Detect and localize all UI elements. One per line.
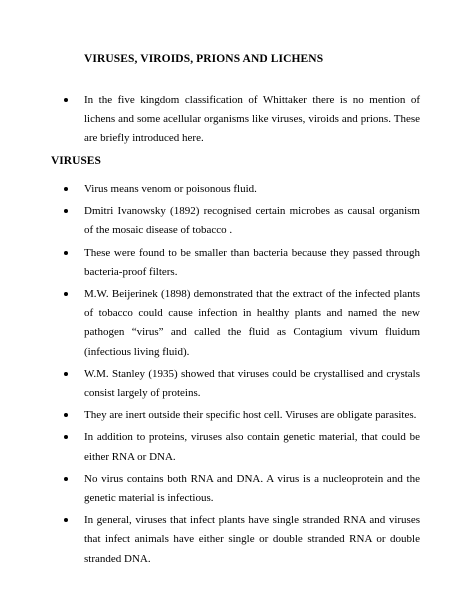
intro-list [64,91,420,152]
list-item [64,91,420,149]
list-item-text: They are inert outside their specific host cell. Viruses are obligate parasites. [84,409,417,422]
list-item-text: In general, viruses that infect plants have single stranded RNA and viruses that infect animals have either single or double stranded RNA or double stranded DNA. [84,514,420,565]
bullet-icon [64,435,68,439]
bullet-icon [64,209,68,213]
list-item [64,285,420,362]
list-item [64,470,420,508]
list-item-text: No virus contains both RNA and DNA. A virus is a nucleoprotein and the genetic material is infectious. [84,472,420,505]
list-item [64,511,420,569]
document-title: VIRUSES, VIROIDS, PRIONS AND LICHENS [84,53,324,65]
list-item [64,180,420,199]
bullet-icon [64,187,68,191]
bullet-icon [64,372,68,376]
list-item [64,428,420,466]
list-item-text: These were found to be smaller than bacteria because they passed through bacteria-proof filters. [84,246,420,278]
list-item [64,202,420,240]
virus-facts-list [64,180,420,572]
list-item [64,244,420,282]
section-heading-viruses: VIRUSES [51,155,101,167]
bullet-icon [64,518,68,522]
bullet-icon [64,98,68,102]
bullet-icon [64,413,68,417]
list-item-text: Virus means venom or poisonous fluid. [84,183,257,195]
list-item-text: M.W. Beijerinek (1898) demonstrated that the extract of the infected plants of tobacco could cause infection in healthy plants and named the new pathogen “virus” and called the fluid as Contagium vivum fluidum (infectious living fluid). [84,288,420,358]
list-item [64,406,420,425]
bullet-icon [64,292,68,296]
list-item-text: Dmitri Ivanowsky (1892) recognised certain microbes as causal organism of the mosaic disease of tobacco . [84,205,420,237]
list-item-text: W.M. Stanley (1935) showed that viruses could be crystallised and crystals consist largely of proteins. [84,367,420,400]
list-item [64,365,420,403]
bullet-icon [64,477,68,481]
list-item-text: In the five kingdom classification of Whittaker there is no mention of lichens and some acellular organisms like viruses, viroids and prions. These are briefly introduced here. [84,94,420,145]
bullet-icon [64,251,68,255]
list-item-text: In addition to proteins, viruses also contain genetic material, that could be either RNA or DNA. [84,431,420,463]
